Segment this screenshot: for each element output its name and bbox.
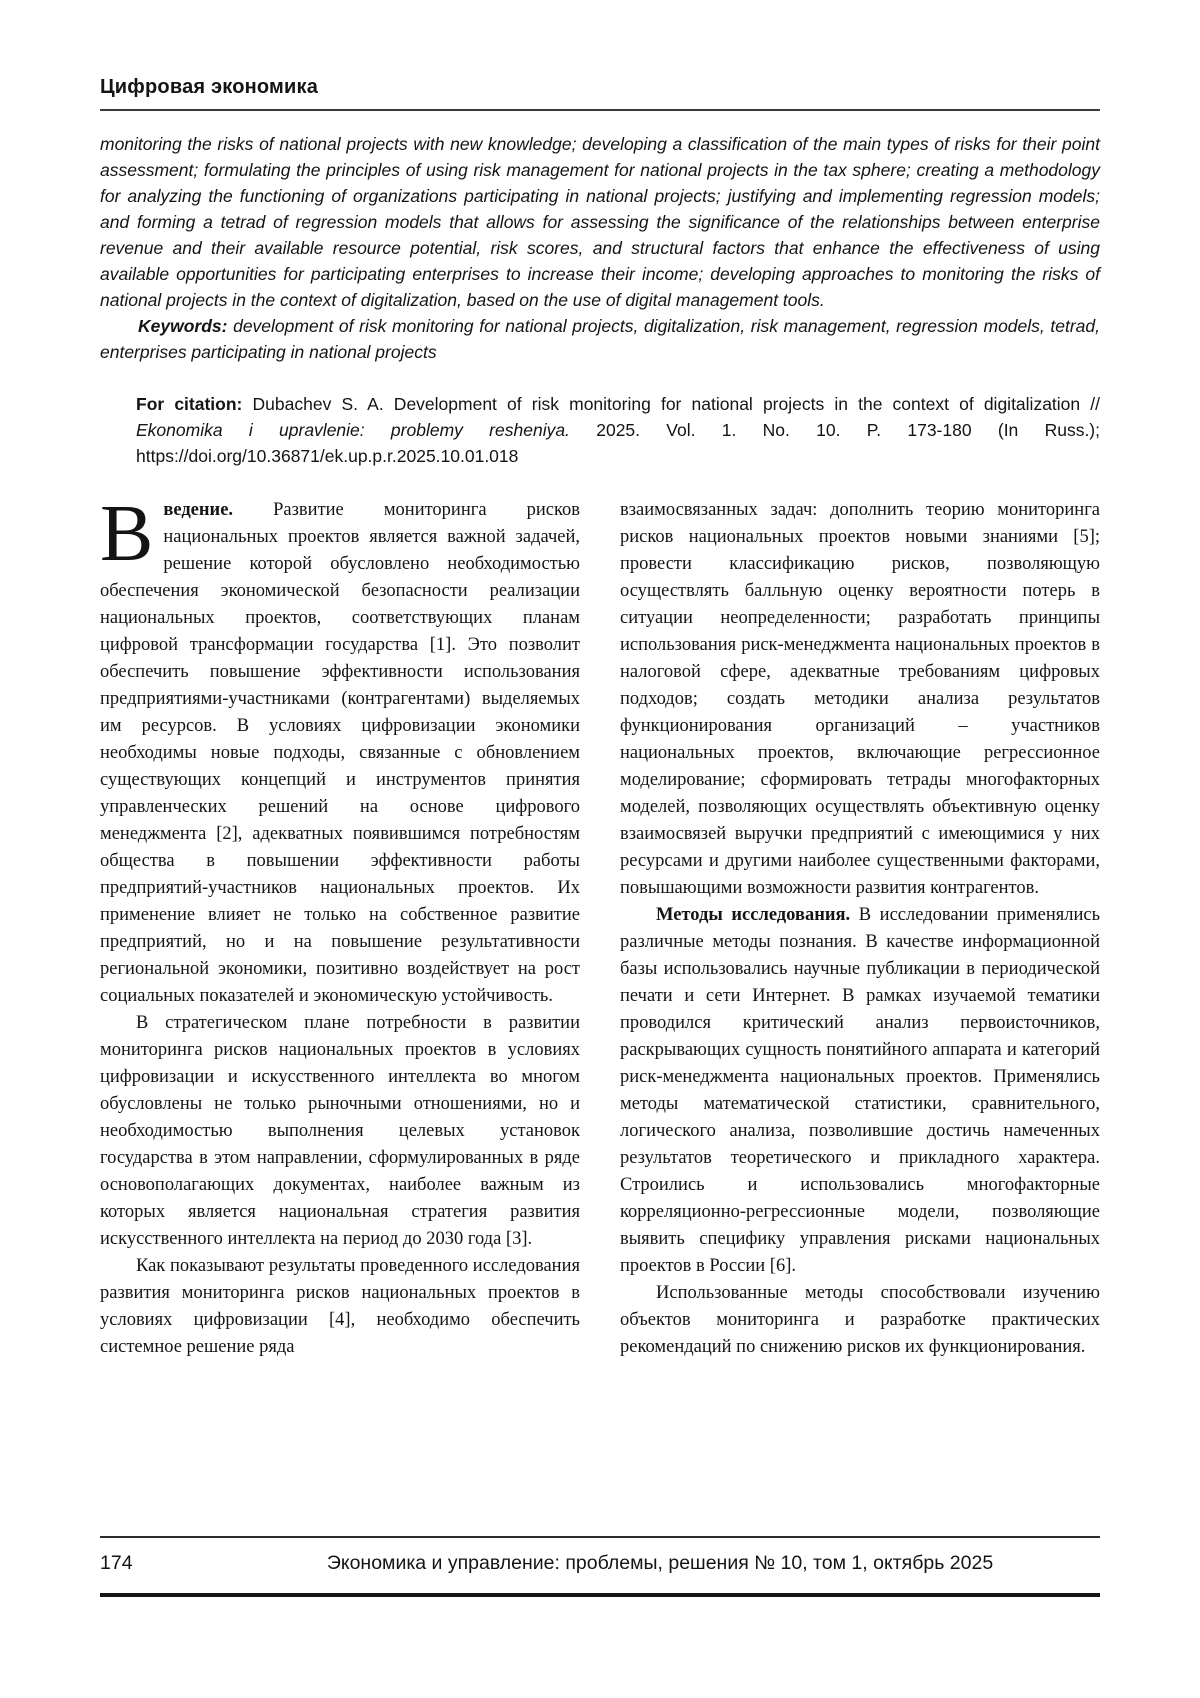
methods-lead: Методы исследования. (656, 905, 851, 925)
intro-paragraph-text: Развитие мониторинга рисков национальных проектов является важной задачей, решение которой обусловлено необходимостью обеспечения экономической безопасности реализации национальных проектов, соответствующих планам цифровой трансформации государства [1]. Это позволит обеспечить повышение эффективности использования предприятиями-участниками (контрагентами) выделяемых им ресурсов. В условиях цифровизации экономики необходимы новые подходы, связанные с обновлением существующих концепций и инструментов принятия управленческих решений на основе цифрового менеджмента [2], адекватных появившимся потребностям общества в повышении эффективности работы предприятий-участников национальных проектов. Их применение влияет не только на собственное развитие предприятий, но и на повышение результативности региональной экономики, позитивно воздействует на рост социальных показателей и экономическую устойчивость. (100, 500, 581, 1006)
intro-lead: ведение. (163, 500, 234, 520)
abstract-text: monitoring the risks of national projects with new knowledge; developing a classification of the main types of risks for their point assessment; formulating the principles of using risk management for national projects in the tax sphere; creating a methodology for analyzing the functioning of organizations participating in national projects; justifying and implementing regression models; and forming a tetrad of regression models that allows for assessing the significance of the relationships between enterprise revenue and their available resource potential, risk scores, and structural factors that enhance the effectiveness of using available opportunities for participating enterprises to increase their income; developing approaches to monitoring the risks of national projects in the context of digitalization, based on the use of digital management tools. (100, 134, 1100, 310)
body-columns (100, 490, 1101, 1361)
citation-paragraph (136, 391, 1100, 469)
page-number: 174 (100, 1552, 133, 1574)
keywords-text: development of risk monitoring for national projects, digitalization, risk management, regression models, tetrad, enterprises participating in national projects (100, 316, 1100, 362)
citation-text-before-journal: Dubachev S. A. Development of risk monitoring for national projects in the context of digitalization // (252, 394, 1100, 414)
citation-journal-name: Ekonomika i upravlenie: problemy resheniya. (136, 420, 570, 440)
methods-paragraph-text: В исследовании применялись различные методы познания. В качестве информационной базы использовались научные публикации в периодической печати и сети Интернет. В рамках изучаемой тематики проводился критический анализ первоисточников, раскрывающих сущность понятийного аппарата и категорий риск-менеджмента национальных проектов. Применялись методы математической статистики, сравнительного, логического анализа, позволившие достичь намеченных результатов теоретического и прикладного характера. Строились и использовались многофакторные корреляционно-регрессионные модели, позволяющие выявить специфику управления рисками национальных проектов в России [6]. (620, 905, 1101, 1276)
abstract-section (100, 131, 1100, 365)
footer-rule (100, 1536, 1100, 1538)
intro-paragraph (100, 490, 581, 1010)
paragraph: Использованные методы способствовали изучению объектов мониторинга и разработке практических рекомендаций по снижению рисков их функционирования. (620, 1283, 1100, 1357)
keywords-label: Keywords: (138, 316, 228, 336)
bottom-rule (100, 1593, 1100, 1597)
footer-journal-line: Экономика и управление: проблемы, решения № 10, том 1, октябрь 2025 (326, 1552, 994, 1574)
keywords-paragraph (100, 313, 1100, 365)
citation-block (136, 391, 1100, 469)
page-footer (100, 1536, 1100, 1597)
citation-label: For citation: (136, 394, 243, 414)
header-rule (100, 109, 1100, 111)
footer-line (100, 1552, 1100, 1575)
methods-paragraph (620, 902, 1100, 1280)
dropcap-letter: В (100, 490, 154, 578)
paragraph: взаимосвязанных задач: дополнить теорию мониторинга рисков национальных проектов новыми знаниями [5]; провести классификацию рисков, позволяющую осуществлять балльную оценку вероятности потерь в ситуации неопределенности; разработать принципы использования риск-менеджмента национальных проектов в налоговой сфере, адекватные требованиям цифровых подходов; создать методики анализа результатов функционирования организаций – участников национальных проектов, включающие регрессионное моделирование; сформировать тетрады многофакторных моделей, позволяющих осуществлять объективную оценку взаимосвязей выручки предприятий с имеющимися у них ресурсами и другими наиболее существенными факторами, повышающими возможности развития контрагентов. (620, 500, 1100, 898)
page-header (100, 76, 1100, 111)
right-column (620, 497, 1100, 1361)
left-column (100, 490, 581, 1361)
paragraph: В стратегическом плане потребности в развитии мониторинга рисков национальных проектов в условиях цифровизации и искусственного интеллекта во многом обусловлены не только рыночными отношениями, но и необходимостью выполнения целевых установок государства в этом направлении, сформулированных в ряде основополагающих документах, наиболее важным из которых является национальная стратегия развития искусственного интеллекта на период до 2030 года [3]. (100, 1013, 580, 1249)
running-head: Цифровая экономика (100, 76, 319, 98)
paragraph: Как показывают результаты проведенного исследования развития мониторинга рисков национальных проектов в условиях цифровизации [4], необходимо обеспечить системное решение ряда (100, 1256, 580, 1357)
citation-text-after-journal: 2025. Vol. 1. No. 10. P. 173-180 (In Russ.); https://doi.org/10.36871/ek.up.p.r.2025.10.01.018 (136, 420, 1100, 466)
